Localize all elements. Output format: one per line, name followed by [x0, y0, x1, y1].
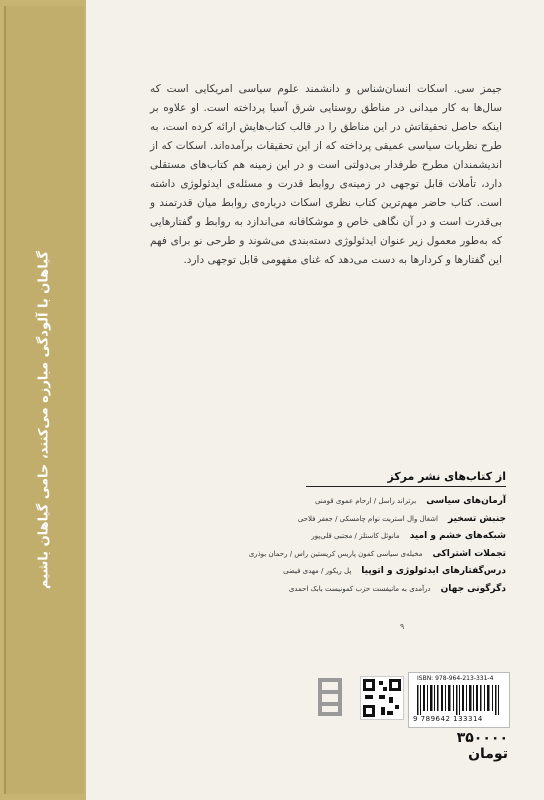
publisher-logo-icon: [312, 676, 348, 718]
list-item: [150, 566, 506, 584]
publisher-books-section: [306, 470, 506, 491]
book-title: درس‌گفتارهای ایدئولوژی و اتوپیا: [361, 566, 506, 576]
book-author: برتراند راسل / ارحام عموی قومنی: [314, 497, 417, 505]
book-title: آرمان‌های سیاسی: [426, 496, 506, 506]
list-item: [150, 514, 506, 532]
book-title: شبکه‌های خشم و امید: [409, 531, 506, 541]
page-mark: ۹: [400, 622, 405, 631]
book-title: جنبش تسخیر: [448, 513, 506, 524]
list-item: [150, 584, 506, 602]
price-label: ۳۵۰۰۰۰ تومان: [456, 730, 508, 762]
book-author: اشغال وال استریت نوام چامسکی / جعفر فلاحی: [297, 514, 438, 523]
spine-slogan: گیاهان با آلودگی مبارزه می‌کنند، حامی گیاهان باشیم: [36, 251, 52, 589]
book-title: دگرگونی جهان: [440, 583, 506, 594]
isbn-text: ISBN: 978-964-213-331-4: [417, 675, 494, 682]
qr-code-icon: [360, 676, 404, 720]
cover-spine-band: [0, 0, 86, 800]
book-author: مخیله‌ی سیاسی کمون پاریس کریستین راس / رحمان بوذری: [248, 549, 423, 558]
book-list: [150, 496, 506, 601]
barcode-digits: 9 789642 133314: [413, 715, 483, 723]
barcode-icon: [417, 685, 503, 715]
book-author: مانوئل کاستلز / مجتبی قلی‌پور: [311, 532, 400, 540]
list-item: [150, 531, 506, 549]
list-item: [150, 496, 506, 514]
book-title: تجملات اشتراکی: [432, 548, 506, 559]
barcode: [408, 672, 510, 728]
book-author: درآمدی به مانیفست حزب کمونیست بابک احمدی: [288, 584, 431, 593]
books-heading: از کتاب‌های نشر مرکز: [306, 470, 506, 487]
author-blurb: جیمز سی. اسکات انسان‌شناس و دانشمند علوم سیاسی امریکایی است که سال‌ها به کار میدانی در مناطق روستایی شرق آسیا پرداخته است. او علاوه بر اینکه حاصل تحقیقاتش در این مناطق را در قالب کتاب‌هایش ارائه کرده است، به طرح نظریات سیاسی عمیقی پرداخته که از این تحقیقات برآمده‌اند. اسکات که از اندیشمندان مطرح طرفدار بی‌دولتی است و در این زمینه هم کتاب‌های مستقلی دارد، تأملات قابل توجهی در زمینه‌ی روابط قدرت و مسئله‌ی ایدئولوژی داشته است. کتاب حاضر مهم‌ترین کتاب نظری اسکات درباره‌ی روابط میان قدرتمند و بی‌قدرت است و در آن نگاهی خاص و موشکافانه می‌اندازد به روابط و گفتارهایی که به‌طور معمول زیر عنوان ایدئولوژی دسته‌بندی می‌شوند و طرحی نو برای فهم این گفتارها و کردارها به دست می‌دهد که غنای مفهومی قابل توجهی دارد.: [150, 83, 502, 266]
book-author: پل ریکور / مهدی فیضی: [283, 567, 352, 575]
list-item: [150, 549, 506, 567]
